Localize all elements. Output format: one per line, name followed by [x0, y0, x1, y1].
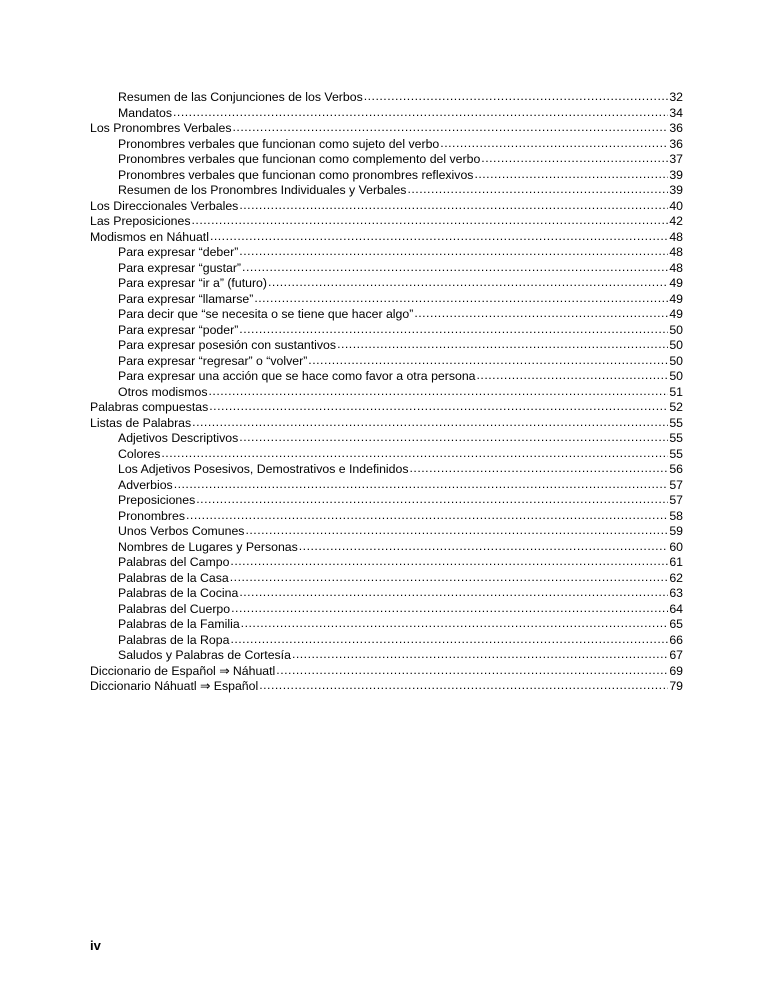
toc-entry-title: Modismos en Náhuatl — [90, 229, 209, 244]
toc-entry-title: Para expresar posesión con sustantivos — [118, 338, 337, 352]
dot-leader — [233, 120, 669, 136]
toc-entry-page: 59 — [669, 524, 683, 538]
dot-leader — [174, 477, 669, 493]
toc-entry[interactable] — [90, 555, 683, 571]
toc-entry[interactable] — [90, 586, 683, 602]
dot-leader — [231, 601, 668, 617]
dot-leader — [196, 492, 668, 508]
dot-leader — [230, 570, 669, 586]
toc-entry-page: 39 — [669, 167, 683, 182]
toc-entry-page: 36 — [669, 136, 683, 151]
toc-entry-page: 64 — [669, 601, 683, 616]
toc-entry[interactable] — [90, 679, 683, 695]
dot-leader — [191, 213, 668, 229]
toc-entry[interactable] — [90, 199, 683, 215]
toc-entry[interactable] — [90, 400, 683, 416]
dot-leader — [410, 461, 669, 477]
dot-leader — [259, 678, 668, 694]
toc-entry-title: Palabras de la Casa — [118, 570, 229, 585]
toc-entry-page: 49 — [669, 307, 683, 321]
toc-entry-page: 50 — [669, 353, 683, 368]
toc-entry-page: 55 — [669, 415, 683, 430]
toc-entry-title: Adjetivos Descriptivos — [118, 431, 239, 445]
toc-entry-page: 58 — [669, 508, 683, 523]
toc-entry-title: Palabras de la Ropa — [118, 632, 230, 647]
toc-entry-page: 60 — [669, 539, 683, 554]
toc-entry-page: 32 — [669, 90, 683, 104]
toc-entry[interactable] — [90, 416, 683, 432]
toc-entry[interactable] — [90, 369, 683, 385]
toc-entry-title: Colores — [118, 446, 161, 461]
toc-entry-title: Palabras del Campo — [118, 555, 230, 569]
page-number: iv — [90, 938, 101, 953]
toc-entry-title: Palabras de la Familia — [118, 617, 240, 631]
toc-entry-title: Preposiciones — [118, 493, 196, 507]
toc-entry-title: Resumen de los Pronombres Individuales y Verbales — [118, 183, 407, 197]
toc-entry-page: 49 — [669, 276, 683, 290]
toc-entry-title: Para expresar “regresar” o “volver” — [118, 353, 308, 368]
toc-entry-page: 55 — [669, 431, 683, 445]
dot-leader — [308, 353, 668, 369]
dot-leader — [239, 585, 668, 601]
toc-entry-title: Adverbios — [118, 477, 173, 492]
toc-entry[interactable] — [90, 323, 683, 339]
toc-entry-page: 69 — [669, 663, 683, 678]
dot-leader — [239, 198, 668, 214]
toc-entry[interactable] — [90, 571, 683, 587]
dot-leader — [192, 415, 668, 431]
toc-entry[interactable] — [90, 214, 683, 230]
toc-entry[interactable] — [90, 354, 683, 370]
toc-entry-title: Resumen de las Conjunciones de los Verbos — [118, 90, 363, 104]
toc-entry-page: 51 — [669, 384, 683, 399]
toc-entry-page: 49 — [669, 291, 683, 306]
toc-entry[interactable] — [90, 230, 683, 246]
toc-entry-page: 67 — [669, 648, 683, 662]
toc-entry-title: Pronombres verbales que funcionan como complemento del verbo — [118, 152, 481, 166]
toc-entry-page: 63 — [669, 586, 683, 600]
dot-leader — [364, 89, 669, 105]
toc-entry-title: Para expresar “gustar” — [118, 260, 242, 275]
toc-entry[interactable] — [90, 137, 683, 153]
toc-entry[interactable] — [90, 152, 683, 168]
toc-entry[interactable] — [90, 385, 683, 401]
dot-leader — [268, 275, 668, 291]
toc-entry-page: 66 — [669, 632, 683, 647]
toc-entry[interactable] — [90, 183, 683, 199]
toc-entry[interactable] — [90, 664, 683, 680]
toc-entry-page: 79 — [669, 679, 683, 693]
toc-entry-page: 57 — [669, 493, 683, 507]
toc-entry[interactable] — [90, 493, 683, 509]
dot-leader — [230, 632, 668, 648]
toc-entry-title: Mandatos — [118, 105, 173, 120]
toc-entry-page: 50 — [669, 322, 683, 337]
toc-entry[interactable] — [90, 648, 683, 664]
dot-leader — [241, 616, 669, 632]
toc-entry-title: Otros modismos — [118, 384, 208, 399]
toc-entry-title: Palabras de la Cocina — [118, 586, 239, 600]
dot-leader — [245, 523, 668, 539]
toc-entry-title: Para decir que “se necesita o se tiene que hacer algo” — [118, 307, 414, 321]
dot-leader — [477, 368, 669, 384]
toc-entry[interactable] — [90, 245, 683, 261]
dot-leader — [337, 337, 668, 353]
dot-leader — [173, 105, 668, 121]
toc-entry-page: 39 — [669, 183, 683, 197]
toc-entry[interactable] — [90, 307, 683, 323]
toc-entry-title: Los Adjetivos Posesivos, Demostrativos e Indefinidos — [118, 462, 409, 476]
toc-entry[interactable] — [90, 447, 683, 463]
toc-entry-title: Para expresar una acción que se hace como favor a otra persona — [118, 369, 476, 383]
toc-entry[interactable] — [90, 524, 683, 540]
toc-entry-page: 48 — [669, 229, 683, 244]
toc-entry[interactable] — [90, 276, 683, 292]
toc-entry-page: 48 — [669, 260, 683, 275]
toc-entry[interactable] — [90, 462, 683, 478]
toc-entry[interactable] — [90, 121, 683, 137]
dot-leader — [242, 260, 668, 276]
toc-entry[interactable] — [90, 90, 683, 106]
toc-entry[interactable] — [90, 633, 683, 649]
dot-leader — [239, 322, 668, 338]
dot-leader — [209, 384, 669, 400]
toc-entry[interactable] — [90, 292, 683, 308]
toc-entry-page: 37 — [669, 152, 683, 166]
toc-entry[interactable] — [90, 478, 683, 494]
dot-leader — [440, 136, 668, 152]
dot-leader — [230, 554, 668, 570]
toc-entry-title: Los Direccionales Verbales — [90, 198, 239, 213]
toc-entry-title: Pronombres verbales que funcionan como sujeto del verbo — [118, 136, 440, 151]
table-of-contents — [90, 90, 683, 695]
dot-leader — [414, 306, 668, 322]
toc-entry-page: 65 — [669, 617, 683, 631]
toc-entry-title: Para expresar “ir a” (futuro) — [118, 276, 267, 290]
toc-entry-page: 48 — [669, 245, 683, 259]
toc-entry-page: 40 — [669, 198, 683, 213]
toc-entry-title: Para expresar “llamarse” — [118, 291, 254, 306]
dot-leader — [161, 446, 668, 462]
dot-leader — [292, 647, 668, 663]
toc-entry-title: Para expresar “deber” — [118, 245, 239, 259]
toc-entry-title: Pronombres — [118, 508, 185, 523]
toc-entry-title: Diccionario de Español ⇒ Náhuatl — [90, 663, 276, 678]
dot-leader — [254, 291, 668, 307]
toc-entry[interactable] — [90, 617, 683, 633]
dot-leader — [407, 182, 668, 198]
toc-entry-title: Los Pronombres Verbales — [90, 121, 232, 135]
toc-entry[interactable] — [90, 431, 683, 447]
toc-entry[interactable] — [90, 261, 683, 277]
toc-entry-title: Palabras del Cuerpo — [118, 601, 231, 616]
toc-entry[interactable] — [90, 509, 683, 525]
toc-entry-page: 50 — [669, 369, 683, 383]
toc-entry[interactable] — [90, 602, 683, 618]
toc-entry-page: 57 — [669, 477, 683, 492]
dot-leader — [474, 167, 668, 183]
toc-entry-title: Pronombres verbales que funcionan como pronombres reflexivos — [118, 167, 474, 182]
dot-leader — [186, 508, 668, 524]
dot-leader — [299, 539, 669, 555]
toc-entry-page: 50 — [669, 338, 683, 352]
toc-entry[interactable] — [90, 168, 683, 184]
dot-leader — [276, 663, 668, 679]
toc-entry-title: Diccionario Náhuatl ⇒ Español — [90, 679, 259, 693]
toc-entry-title: Saludos y Palabras de Cortesía — [118, 648, 291, 662]
toc-entry[interactable] — [90, 540, 683, 556]
toc-entry-title: Listas de Palabras — [90, 415, 192, 430]
toc-entry-page: 62 — [669, 570, 683, 585]
dot-leader — [481, 151, 668, 167]
toc-entry-title: Las Preposiciones — [90, 214, 191, 228]
toc-entry-page: 52 — [669, 400, 683, 414]
toc-entry-page: 42 — [669, 214, 683, 228]
dot-leader — [210, 229, 668, 245]
dot-leader — [209, 399, 668, 415]
toc-entry-page: 56 — [669, 462, 683, 476]
toc-entry[interactable] — [90, 338, 683, 354]
toc-entry-title: Palabras compuestas — [90, 400, 209, 414]
toc-entry[interactable] — [90, 106, 683, 122]
toc-entry-page: 34 — [669, 105, 683, 120]
toc-entry-page: 36 — [669, 121, 683, 135]
dot-leader — [239, 430, 668, 446]
toc-entry-title: Unos Verbos Comunes — [118, 524, 245, 538]
toc-entry-page: 61 — [669, 555, 683, 569]
toc-entry-title: Nombres de Lugares y Personas — [118, 539, 298, 554]
toc-entry-title: Para expresar “poder” — [118, 322, 239, 337]
dot-leader — [239, 244, 668, 260]
toc-entry-page: 55 — [669, 446, 683, 461]
